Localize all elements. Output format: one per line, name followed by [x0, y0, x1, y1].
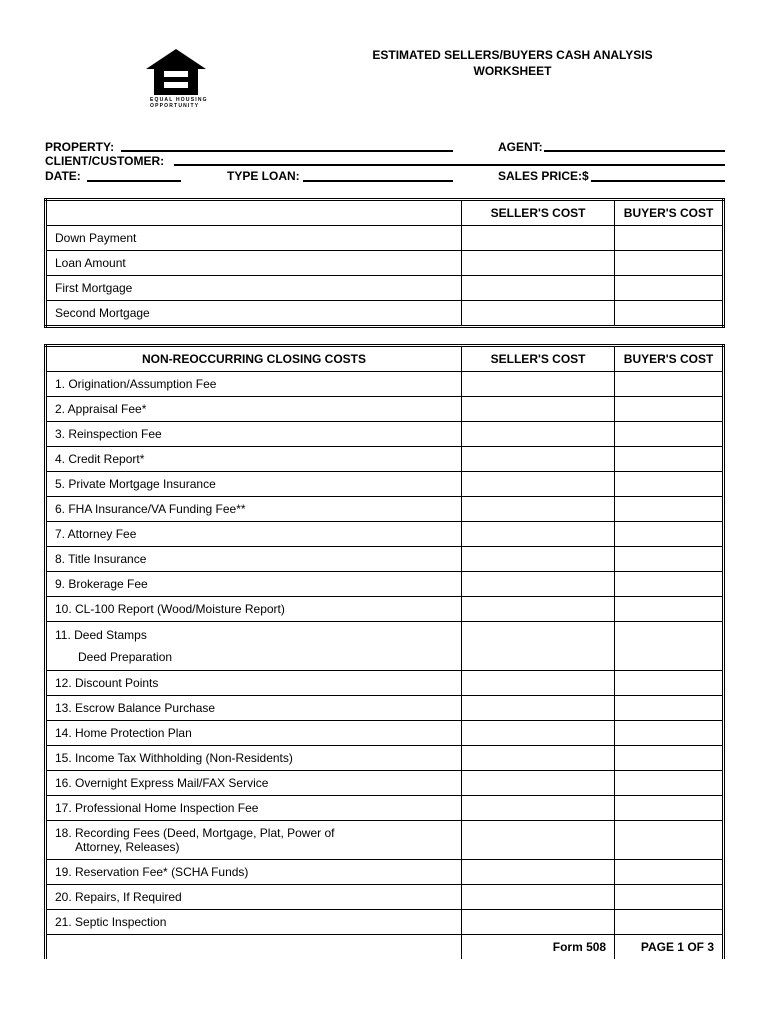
client-label: CLIENT/CUSTOMER: — [45, 154, 165, 168]
agent-label: AGENT: — [498, 140, 543, 154]
table-row — [46, 771, 724, 796]
sellers-cost-cell[interactable] — [462, 721, 615, 746]
row-label: 2. Appraisal Fee* — [46, 397, 462, 422]
table-row — [46, 821, 724, 860]
buyers-cost-cell[interactable] — [615, 771, 724, 796]
buyers-cost-cell[interactable] — [615, 796, 724, 821]
sellers-cost-cell[interactable] — [462, 522, 615, 547]
sellers-cost-cell[interactable] — [462, 910, 615, 935]
row-label: Second Mortgage — [46, 301, 462, 327]
sellers-cost-cell[interactable] — [462, 251, 615, 276]
form-number: Form 508 — [462, 935, 615, 960]
row-label: 8. Title Insurance — [46, 547, 462, 572]
table-row — [46, 251, 724, 276]
table-row — [46, 397, 724, 422]
date-label: DATE: — [45, 169, 81, 183]
buyers-cost-cell[interactable] — [615, 547, 724, 572]
row-label: 16. Overnight Express Mail/FAX Service — [46, 771, 462, 796]
footer-blank — [46, 935, 462, 960]
table-row — [46, 226, 724, 251]
sellers-cost-cell[interactable] — [462, 597, 615, 622]
type-loan-field[interactable] — [303, 180, 453, 182]
sellers-cost-cell[interactable] — [462, 226, 615, 251]
buyers-cost-cell[interactable] — [615, 397, 724, 422]
buyers-cost-cell[interactable] — [615, 860, 724, 885]
buyers-cost-cell[interactable] — [615, 671, 724, 696]
row-label-continuation: Attorney, Releases) — [75, 840, 180, 854]
sellers-cost-cell[interactable] — [462, 497, 615, 522]
table-row — [46, 472, 724, 497]
sellers-cost-cell[interactable] — [462, 796, 615, 821]
table-row — [46, 885, 724, 910]
buyers-cost-cell[interactable] — [615, 597, 724, 622]
page-title — [320, 47, 705, 79]
table-row — [46, 696, 724, 721]
buyers-cost-cell[interactable] — [615, 226, 724, 251]
row-label: 20. Repairs, If Required — [46, 885, 462, 910]
table-header-row — [46, 346, 724, 372]
buyers-cost-cell[interactable] — [615, 276, 724, 301]
sellers-cost-cell[interactable] — [462, 547, 615, 572]
equal-housing-logo — [144, 47, 210, 97]
buyers-cost-cell[interactable] — [615, 622, 724, 671]
date-field[interactable] — [87, 180, 181, 182]
title-line-2: WORKSHEET — [473, 64, 552, 78]
logo-caption — [150, 97, 210, 109]
header-blank — [46, 200, 462, 226]
table-row — [46, 301, 724, 327]
page-indicator: PAGE 1 OF 3 — [615, 935, 724, 960]
header-buyers-cost: BUYER'S COST — [615, 346, 724, 372]
header-sellers-cost: SELLER'S COST — [462, 200, 615, 226]
row-sub-label: Deed Preparation — [78, 650, 173, 664]
logo-line-1: EQUAL HOUSING — [150, 97, 208, 103]
table-row — [46, 671, 724, 696]
row-label: 15. Income Tax Withholding (Non-Residents) — [46, 746, 462, 771]
sellers-cost-cell[interactable] — [462, 572, 615, 597]
sellers-cost-cell[interactable] — [462, 301, 615, 327]
row-label-deed — [46, 622, 462, 671]
sellers-cost-cell[interactable] — [462, 696, 615, 721]
table-row — [46, 497, 724, 522]
table-row — [46, 522, 724, 547]
property-label: PROPERTY: — [45, 140, 115, 154]
row-label: Down Payment — [46, 226, 462, 251]
sellers-cost-cell[interactable] — [462, 671, 615, 696]
client-field[interactable] — [174, 164, 725, 166]
row-label: 13. Escrow Balance Purchase — [46, 696, 462, 721]
row-label: Loan Amount — [46, 251, 462, 276]
row-label: 21. Septic Inspection — [46, 910, 462, 935]
row-label: 1. Origination/Assumption Fee — [46, 372, 462, 397]
property-field[interactable] — [121, 150, 453, 152]
sellers-cost-cell[interactable] — [462, 860, 615, 885]
closing-costs-table — [44, 344, 725, 959]
table-row — [46, 721, 724, 746]
buyers-cost-cell[interactable] — [615, 572, 724, 597]
row-label: 7. Attorney Fee — [46, 522, 462, 547]
sellers-cost-cell[interactable] — [462, 771, 615, 796]
buyers-cost-cell[interactable] — [615, 447, 724, 472]
sales-price-field[interactable] — [591, 180, 725, 182]
sales-price-label: SALES PRICE:$ — [498, 169, 589, 183]
header-sellers-cost: SELLER'S COST — [462, 346, 615, 372]
buyers-cost-cell[interactable] — [615, 885, 724, 910]
row-label: 14. Home Protection Plan — [46, 721, 462, 746]
table-row — [46, 622, 724, 671]
table-row — [46, 276, 724, 301]
sellers-cost-cell[interactable] — [462, 821, 615, 860]
row-label: 18. Recording Fees (Deed, Mortgage, Plat, Power of — [55, 826, 335, 840]
row-label: 3. Reinspection Fee — [46, 422, 462, 447]
sellers-cost-cell[interactable] — [462, 372, 615, 397]
row-label-recording — [46, 821, 462, 860]
house-icon — [144, 47, 208, 97]
sellers-cost-cell[interactable] — [462, 622, 615, 671]
table-row — [46, 572, 724, 597]
row-label: 5. Private Mortgage Insurance — [46, 472, 462, 497]
table-row — [46, 422, 724, 447]
table-row — [46, 597, 724, 622]
row-label: 11. Deed Stamps — [55, 628, 147, 642]
table-row — [46, 547, 724, 572]
logo-line-2: OPPORTUNITY — [150, 103, 200, 109]
table-row — [46, 447, 724, 472]
buyers-cost-cell[interactable] — [615, 472, 724, 497]
title-line-1: ESTIMATED SELLERS/BUYERS CASH ANALYSIS — [372, 48, 653, 62]
buyers-cost-cell[interactable] — [615, 821, 724, 860]
header-closing-costs: NON-REOCCURRING CLOSING COSTS — [46, 346, 462, 372]
buyers-cost-cell[interactable] — [615, 910, 724, 935]
row-label: First Mortgage — [46, 276, 462, 301]
type-loan-label: TYPE LOAN: — [227, 169, 300, 183]
sellers-cost-cell[interactable] — [462, 885, 615, 910]
buyers-cost-cell[interactable] — [615, 721, 724, 746]
table-footer-row — [46, 935, 724, 960]
sellers-cost-cell[interactable] — [462, 422, 615, 447]
financing-table — [44, 198, 725, 328]
sellers-cost-cell[interactable] — [462, 447, 615, 472]
table-row — [46, 910, 724, 935]
buyers-cost-cell[interactable] — [615, 696, 724, 721]
buyers-cost-cell[interactable] — [615, 746, 724, 771]
buyers-cost-cell[interactable] — [615, 497, 724, 522]
header-buyers-cost: BUYER'S COST — [615, 200, 724, 226]
row-label: 6. FHA Insurance/VA Funding Fee** — [46, 497, 462, 522]
row-label: 9. Brokerage Fee — [46, 572, 462, 597]
buyers-cost-cell[interactable] — [615, 301, 724, 327]
sellers-cost-cell[interactable] — [462, 472, 615, 497]
table-row — [46, 746, 724, 771]
row-label: 10. CL-100 Report (Wood/Moisture Report) — [46, 597, 462, 622]
table-header-row — [46, 200, 724, 226]
row-label: 19. Reservation Fee* (SCHA Funds) — [46, 860, 462, 885]
table-row — [46, 372, 724, 397]
row-label: 17. Professional Home Inspection Fee — [46, 796, 462, 821]
sellers-cost-cell[interactable] — [462, 746, 615, 771]
buyers-cost-cell[interactable] — [615, 522, 724, 547]
row-label: 12. Discount Points — [46, 671, 462, 696]
table-row — [46, 796, 724, 821]
buyers-cost-cell[interactable] — [615, 251, 724, 276]
buyers-cost-cell[interactable] — [615, 422, 724, 447]
sellers-cost-cell[interactable] — [462, 397, 615, 422]
buyers-cost-cell[interactable] — [615, 372, 724, 397]
table-row — [46, 860, 724, 885]
agent-field[interactable] — [544, 150, 725, 152]
row-label: 4. Credit Report* — [46, 447, 462, 472]
sellers-cost-cell[interactable] — [462, 276, 615, 301]
